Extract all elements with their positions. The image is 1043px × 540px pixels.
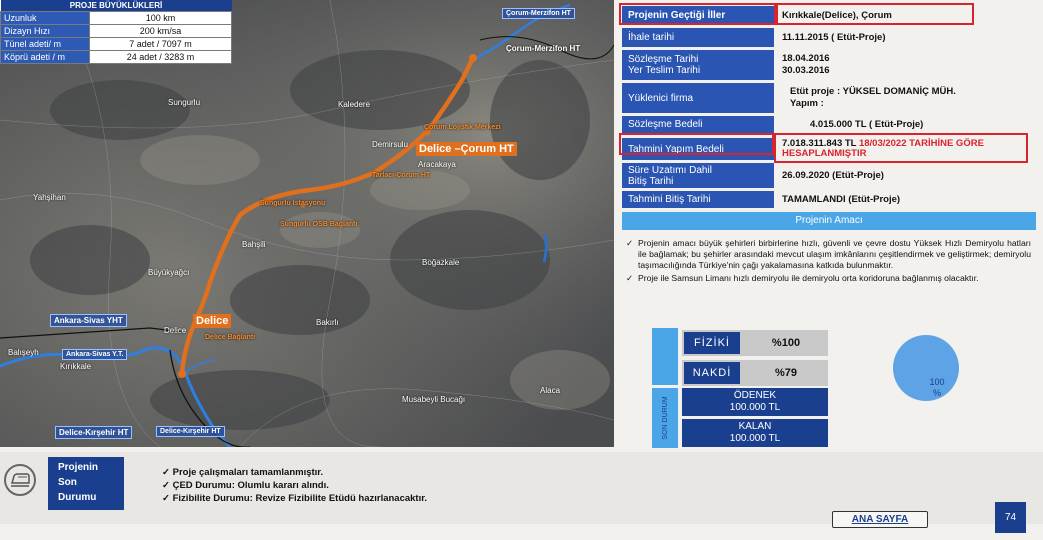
nakdi-label: NAKDİ: [684, 362, 740, 384]
nakdi-value: %79: [774, 367, 798, 379]
map-label-balisehir: Balışeyh: [8, 348, 39, 357]
stat-value: 24 adet / 3283 m: [90, 51, 232, 64]
info-value: [778, 83, 1036, 113]
list-item: [162, 479, 427, 492]
son-durum-line3: Durumu: [58, 492, 97, 503]
son-durum-list: [162, 466, 427, 505]
odenek-value: 100.000 TL: [729, 402, 781, 413]
info-value: [778, 50, 1036, 80]
yapim-bedeli-note: 18/03/2022 TARİHİNE GÖRE HESAPLANMIŞTIR: [782, 138, 984, 159]
map-label-alaca: Alaca: [540, 386, 561, 395]
highlight-frame-iller-value: [776, 3, 974, 25]
stat-key: Dizayn Hızı: [1, 25, 90, 38]
info-value: 4.015.000 TL ( Etüt-Proje): [810, 119, 924, 130]
fiziki-label: FİZİKİ: [684, 332, 740, 354]
amac-bullet: Proje ile Samsun Limanı hızlı demiryolu ile demiryolu orta koridoruna bağlanmış olacaktır.: [638, 273, 979, 283]
odenek-label: ÖDENEK: [733, 390, 777, 401]
info-key-line1: Süre Uzatımı Dahil: [628, 164, 712, 176]
table-row: [1, 51, 232, 64]
info-value-line1: 18.04.2016: [782, 53, 830, 64]
stat-key: Tünel adeti/ m: [1, 38, 90, 51]
nakdi-row: [682, 360, 828, 386]
amac-header: Projenin Amacı: [622, 212, 1036, 230]
son-durum-side-bar: [652, 388, 678, 448]
pie-unit-label: %: [932, 388, 942, 398]
status-item-text: Proje çalışmaları tamamlanmıştır.: [172, 467, 324, 478]
project-size-header: PROJE BÜYÜKLÜKLERİ: [1, 0, 232, 12]
train-icon: [4, 464, 36, 496]
list-item: [162, 466, 427, 479]
progress-side-bar: [652, 328, 678, 385]
odenek-box: [682, 388, 828, 416]
list-item: [162, 492, 427, 505]
fiziki-value: %100: [771, 337, 801, 349]
son-durum-line1: Projenin: [58, 462, 99, 473]
route-label-sungurlu-osb: Sungurlu OSB Bağlantı: [280, 221, 358, 228]
son-durum-line2: Son: [58, 477, 77, 488]
map-label-musabeyli: Musabeyli Bucağı: [402, 395, 466, 404]
ana-sayfa-button[interactable]: ANA SAYFA: [832, 511, 928, 528]
info-value: 26.09.2020 (Etüt-Proje): [782, 170, 884, 181]
route-label-delice: Delice: [193, 314, 231, 328]
map-label-kirikkale: Kırıkkale: [60, 362, 92, 371]
stat-value: 7 adet / 7097 m: [90, 38, 232, 51]
stat-key: Uzunluk: [1, 12, 90, 25]
info-key: Projenin Geçtiği İller: [622, 6, 774, 24]
amac-bullet: Projenin amacı büyük şehirleri birbirlerine hızlı, güvenli ve çevre dostu Yüksek Hızlı Demiryolu hatları ile bağlamak; bu şehirler arasındaki mevcut ulaşım imkânlarını çeşitlendirmek ve geliştirmek; demiryolu taşımacılığında Türkiye'nin çağı yakalamasına katkıda bulunmaktır.: [638, 238, 1031, 270]
info-row-bitis: [620, 163, 1036, 188]
ht-label-delice-kirsehir-small: Delice-Kırşehir HT: [156, 426, 225, 437]
info-key: İhale tarihi: [622, 28, 774, 47]
info-key-line1: Sözleşme Tarihi: [628, 54, 699, 65]
ht-label-ankara-sivas: Ankara-Sivas YHT: [50, 314, 127, 327]
check-icon: ✓: [626, 238, 634, 248]
highlight-frame-yapim-value: [774, 133, 1028, 163]
route-label-delice-corum: Delice –Çorum HT: [416, 142, 517, 156]
info-value-line2: Yapım :: [790, 98, 824, 109]
son-durum-box: [48, 457, 124, 510]
pie-slice: [893, 335, 959, 401]
stat-key: Köprü adeti / m: [1, 51, 90, 64]
info-row-tahmini-bitis: [620, 191, 1036, 208]
info-key: [622, 163, 774, 188]
project-size-table: [0, 0, 232, 64]
table-row: [1, 12, 232, 25]
info-key: Sözleşme Bedeli: [622, 116, 774, 133]
ht-label-corum-merzifon-small: Çorum-Merzifon HT: [502, 8, 575, 19]
table-row: [1, 38, 232, 51]
route-map: [0, 0, 614, 447]
amac-text: [626, 238, 1031, 286]
list-item: [626, 238, 1031, 271]
highlight-frame-iller-key: [619, 3, 776, 25]
route-label-corum-lojistik: Çorum Lojistik Merkezi: [424, 124, 501, 131]
route-label-delice-baglanti: Delice Bağlantı: [205, 334, 256, 341]
list-item: [626, 273, 1031, 284]
status-item-text: ÇED Durumu: Olumlu kararı alındı.: [172, 480, 329, 491]
info-row-yuklenici: [620, 83, 1036, 113]
info-key: Tahmini Bitiş Tarihi: [622, 191, 774, 208]
map-label-sungurlu: Sungurlu: [168, 98, 201, 107]
check-icon: ✓: [626, 273, 634, 283]
map-label-demirsulu: Demirsulu: [372, 140, 409, 149]
info-key-line2: Bitiş Tarihi: [628, 175, 674, 187]
info-row-ihale: [620, 28, 1036, 47]
info-value-line2: 30.03.2016: [782, 65, 830, 76]
info-row-sozlesme-bedeli: [620, 116, 1036, 133]
status-item-text: Fizibilite Durumu: Revize Fizibilite Etüdü hazırlanacaktır.: [172, 493, 428, 504]
yapim-bedeli-amount: 7.018.311.843 TL: [782, 138, 859, 149]
pie-value-label: 100: [929, 377, 945, 387]
page-number: 74: [995, 502, 1026, 533]
kalan-box: [682, 419, 828, 447]
check-icon: ✓: [162, 480, 170, 491]
map-label-aracakaya: Aracakaya: [418, 160, 456, 169]
map-label-bogazkale: Boğazkale: [422, 258, 460, 267]
ht-label-ankara-sivas-small: Ankara-Sivas Y.T.: [62, 349, 127, 360]
info-key: [622, 50, 774, 80]
info-key: Tahmini Yapım Bedeli: [622, 138, 774, 160]
check-icon: ✓: [162, 467, 170, 478]
check-icon: ✓: [162, 493, 170, 504]
fiziki-row: [682, 330, 828, 356]
route-label-tarlaci-corum: Tarlacı-Çorum HT: [372, 172, 431, 179]
ht-label-delice-kirsehir: Delice-Kırşehir HT: [55, 426, 132, 439]
completion-pie-chart: [891, 333, 961, 403]
info-key-line2: Yer Teslim Tarihi: [628, 65, 701, 76]
stat-value: 200 km/sa: [90, 25, 232, 38]
map-label-buyukyagci: Büyükyağcı: [148, 268, 190, 277]
ht-label-corum-merzifon: Çorum-Merzifon HT: [506, 44, 581, 53]
info-value: Kırıkkale(Delice), Çorum: [782, 9, 892, 21]
info-value-line1: Etüt proje : YÜKSEL DOMANİÇ MÜH.: [790, 86, 956, 97]
table-row: [1, 25, 232, 38]
route-label-sungurlu-istasyonu: Sungurlu İstasyonu: [260, 200, 326, 207]
kalan-label: KALAN: [738, 421, 772, 432]
highlight-frame-yapim-key: [619, 133, 774, 155]
info-key: Yüklenici firma: [622, 83, 774, 113]
info-value: TAMAMLANDI (Etüt-Proje): [782, 194, 901, 205]
map-label-kaledere: Kaledere: [338, 100, 371, 109]
info-value: 11.11.2015 ( Etüt-Proje): [782, 32, 886, 43]
stat-value: 100 km: [90, 12, 232, 25]
map-label-bakirli: Bakırlı: [316, 318, 339, 327]
map-label-yahsihan: Yahşihan: [33, 193, 66, 202]
info-row-sozlesme: [620, 50, 1036, 80]
map-label-delice-town: Delice: [164, 326, 187, 335]
son-durum-vertical-label: SON DURUM: [661, 396, 669, 440]
map-label-bahsili: Bahşili: [242, 240, 266, 249]
kalan-value: 100.000 TL: [729, 433, 781, 444]
